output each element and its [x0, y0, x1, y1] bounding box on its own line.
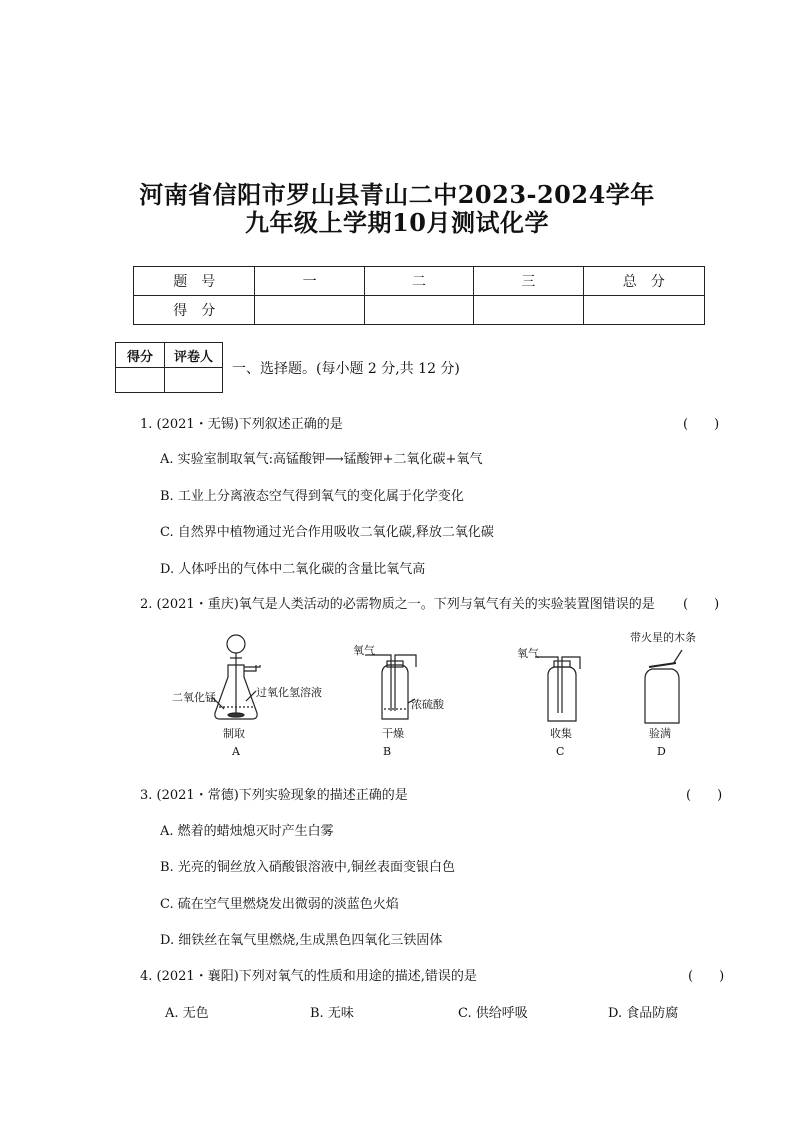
question-3-option-a: A. 燃着的蜡烛熄灭时产生白雾: [160, 824, 334, 839]
section-heading: 一、选择题。(每小题 2 分,共 12 分): [232, 361, 460, 377]
figure-letter-d: D: [657, 745, 666, 758]
figure-letter-b: B: [383, 745, 392, 758]
answer-parentheses: ( ): [688, 969, 725, 984]
score-table-row-label: 得 分: [134, 296, 255, 325]
grader-score-cell: [116, 368, 165, 393]
score-cell: [364, 296, 473, 325]
score-cell: [583, 296, 704, 325]
question-3-stem: 3. (2021・常德)下列实验现象的描述正确的是: [140, 788, 408, 803]
grader-box: [115, 342, 223, 393]
caption-preparation: 制取: [223, 727, 245, 740]
question-3-option-b: B. 光亮的铜丝放入硝酸银溶液中,铜丝表面变银白色: [160, 860, 455, 875]
caption-drying: 干燥: [382, 727, 404, 740]
figure-letter-c: C: [556, 745, 565, 758]
question-4-option-b: B. 无味: [310, 1006, 354, 1021]
label-manganese-dioxide: 二氧化锰: [172, 691, 216, 704]
grader-name-label: 评卷人: [165, 343, 223, 368]
score-cell: [255, 296, 364, 325]
score-table-header-cell: 三: [474, 267, 583, 296]
exam-title-line2: 九年级上学期10月测试化学: [245, 208, 549, 237]
apparatus-figure: [160, 625, 720, 760]
caption-collection: 收集: [550, 727, 572, 740]
grader-score-label: 得分: [116, 343, 165, 368]
label-oxygen-c: 氧气: [517, 647, 539, 660]
score-table-header-cell: 一: [255, 267, 364, 296]
question-1-option-d: D. 人体呼出的气体中二氧化碳的含量比氧气高: [160, 562, 426, 577]
question-4-option-d: D. 食品防腐: [608, 1006, 679, 1021]
question-1-option-c: C. 自然界中植物通过光合作用吸收二氧化碳,释放二氧化碳: [160, 525, 494, 540]
label-hydrogen-peroxide: 过氧化氢溶液: [256, 686, 322, 699]
figure-letter-a: A: [232, 745, 240, 758]
question-4-option-c: C. 供给呼吸: [458, 1006, 528, 1021]
answer-parentheses: ( ): [683, 417, 720, 432]
caption-check-full: 验满: [649, 727, 671, 740]
label-conc-sulfuric-acid: 浓硫酸: [411, 698, 444, 711]
label-oxygen-b: 氧气: [353, 644, 375, 657]
score-cell: [474, 296, 583, 325]
label-glowing-splint: 带火星的木条: [630, 631, 696, 644]
score-table: [133, 266, 705, 325]
question-4-option-a: A. 无色: [165, 1006, 209, 1021]
answer-parentheses: ( ): [683, 597, 720, 612]
question-2-stem: 2. (2021・重庆)氧气是人类活动的必需物质之一。下列与氧气有关的实验装置图错误的是: [140, 597, 655, 612]
exam-title-line1: 河南省信阳市罗山县青山二中2023-2024学年: [139, 180, 655, 209]
score-table-header-cell: 二: [364, 267, 473, 296]
question-1-option-b: B. 工业上分离液态空气得到氧气的变化属于化学变化: [160, 489, 464, 504]
answer-parentheses: ( ): [686, 788, 723, 803]
question-1-option-a: A. 实验室制取氧气:高锰酸钾⟶锰酸钾+二氧化碳+氧气: [160, 452, 483, 467]
score-table-header-cell: 总 分: [583, 267, 704, 296]
question-3-option-c: C. 硫在空气里燃烧发出微弱的淡蓝色火焰: [160, 897, 399, 912]
score-table-header-cell: 题 号: [134, 267, 255, 296]
question-1-stem: 1. (2021・无锡)下列叙述正确的是: [140, 417, 343, 432]
grader-name-cell: [165, 368, 223, 393]
question-3-option-d: D. 细铁丝在氧气里燃烧,生成黑色四氧化三铁固体: [160, 933, 443, 948]
question-4-stem: 4. (2021・襄阳)下列对氧气的性质和用途的描述,错误的是: [140, 969, 477, 984]
